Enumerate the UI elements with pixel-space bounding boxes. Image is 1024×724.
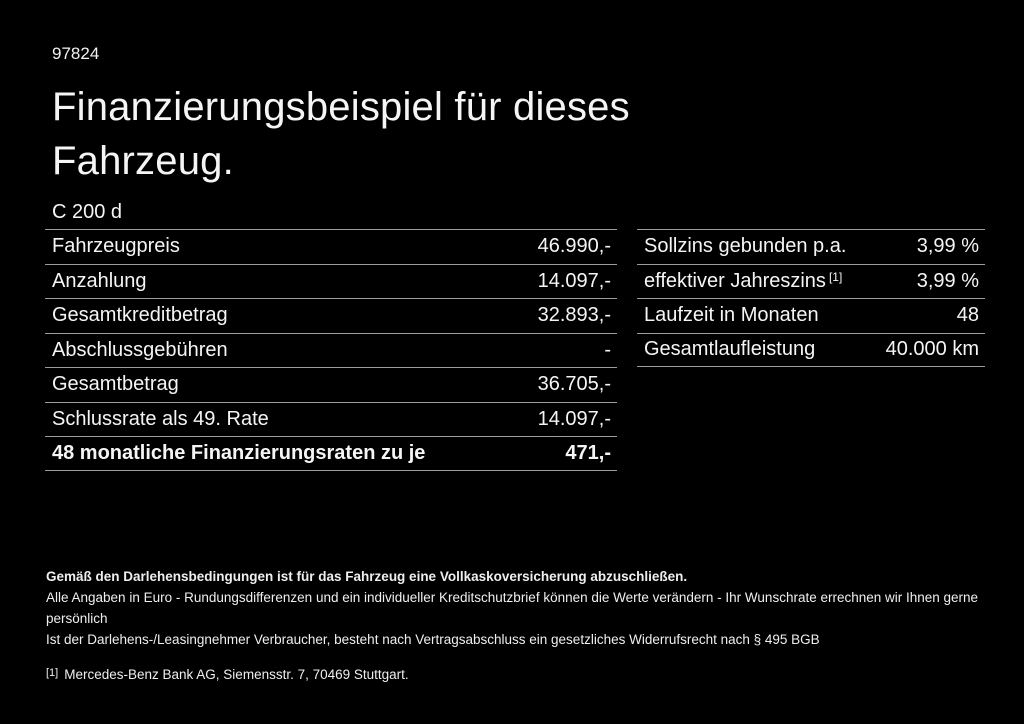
row-label: Anzahlung xyxy=(52,269,147,292)
page-title xyxy=(52,80,985,188)
row-label: Schlussrate als 49. Rate xyxy=(52,407,269,430)
row-label xyxy=(644,270,842,293)
table-row-anzahlung xyxy=(45,264,617,299)
row-value: 14.097,- xyxy=(537,407,611,430)
insurance-note: Gemäß den Darlehensbedingungen ist für das Fahrzeug eine Vollkaskoversicherung abzuschließen. xyxy=(46,568,688,584)
footer-disclaimers xyxy=(46,566,985,685)
footnote-line xyxy=(46,664,985,685)
row-label: Laufzeit in Monaten xyxy=(644,304,819,327)
row-value: 3,99 % xyxy=(916,235,979,258)
row-value: 36.705,- xyxy=(537,373,611,396)
row-label: Sollzins gebunden p.a. xyxy=(644,235,847,258)
page-title-line1: Finanzierungsbeispiel für dieses xyxy=(52,85,630,129)
row-label: Abschlussgebühren xyxy=(52,338,228,361)
table-row-gesamtlaufleistung xyxy=(637,333,985,368)
table-row-monatsrate xyxy=(45,436,617,471)
page-title-line2: Fahrzeug. xyxy=(52,139,234,183)
row-label: Gesamtlaufleistung xyxy=(644,338,816,361)
row-label: Gesamtkreditbetrag xyxy=(52,304,228,327)
row-value: 46.990,- xyxy=(537,235,611,258)
disclaimer-line2: Ist der Darlehens-/Leasingnehmer Verbraucher, besteht nach Vertragsabschluss ein gesetzliches Widerrufsrecht nach § 495 BGB xyxy=(46,631,820,647)
table-row-laufzeit xyxy=(637,298,985,333)
table-row-fahrzeugpreis xyxy=(45,229,617,264)
table-row-sollzins xyxy=(637,229,985,264)
footnote-marker: [1] xyxy=(46,666,59,679)
footnote-marker: [1] xyxy=(828,269,843,284)
row-value: 32.893,- xyxy=(537,304,611,327)
row-value: 40.000 km xyxy=(885,338,979,361)
row-value: - xyxy=(604,338,611,361)
vehicle-model: C 200 d xyxy=(52,201,123,223)
table-row-gesamtkreditbetrag xyxy=(45,298,617,333)
row-value: 471,- xyxy=(565,441,611,464)
finance-table xyxy=(45,229,617,471)
row-label: Gesamtbetrag xyxy=(52,373,179,396)
row-value: 3,99 % xyxy=(916,269,979,292)
table-row-effektiver-jahreszins xyxy=(637,264,985,299)
table-row-gesamtbetrag xyxy=(45,367,617,402)
table-row-abschlussgebuehren xyxy=(45,333,617,368)
row-value: 14.097,- xyxy=(537,269,611,292)
row-label: 48 monatliche Finanzierungsraten zu je xyxy=(52,441,426,464)
conditions-table xyxy=(637,229,985,367)
disclaimer-line1: Alle Angaben in Euro - Rundungsdifferenzen und ein individueller Kreditschutzbrief können die Werte verändern - Ihr Wunschrate errechnen wir Ihnen gerne persönlich xyxy=(46,589,979,626)
vehicle-id: 97824 xyxy=(52,44,100,63)
row-value: 48 xyxy=(956,304,979,327)
footnote-text: Mercedes-Benz Bank AG, Siemensstr. 7, 70469 Stuttgart. xyxy=(64,666,409,682)
row-label: Fahrzeugpreis xyxy=(52,235,180,258)
tables-container xyxy=(45,229,985,471)
row-label-text: effektiver Jahreszins xyxy=(644,269,826,292)
table-row-schlussrate xyxy=(45,402,617,437)
